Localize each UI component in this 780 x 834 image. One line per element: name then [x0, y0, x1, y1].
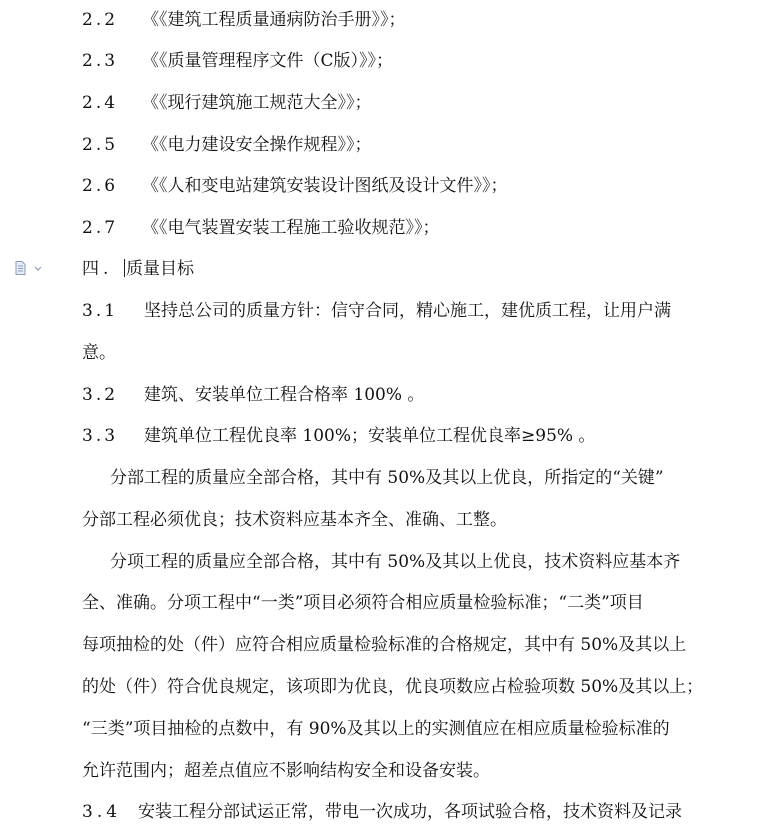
reference-text: 《《建筑工程质量通病防治手册》》；	[142, 10, 406, 30]
text-cursor	[124, 259, 125, 277]
goal-item	[82, 425, 742, 447]
reference-number: 2.5	[82, 135, 119, 155]
reference-number: 2.6	[82, 176, 119, 196]
reference-text: 《《质量管理程序文件（C版）》》；	[142, 51, 394, 71]
reference-text: 《《人和变电站建筑安装设计图纸及设计文件》》；	[142, 176, 508, 196]
paragraph-line: 分部工程必须优良；技术资料应基本齐全、准确、工整。	[82, 510, 507, 530]
goal-text: 意。	[82, 343, 116, 363]
paragraph-line: “三类”项目抽检的点数中，有 90%及其以上的实测值应在相应质量检验标准的	[82, 719, 670, 739]
paragraph-line: 分项工程的质量应全部合格，其中有 50%及其以上优良，技术资料应基本齐	[110, 552, 681, 572]
goal-item	[82, 384, 742, 406]
reference-item	[82, 9, 742, 31]
goal-number: 3.1	[82, 301, 119, 321]
goal-item	[82, 801, 742, 823]
paragraph-line: 每项抽检的处（件）应符合相应质量检验标准的合格规定，其中有 50%及其以上	[82, 635, 687, 655]
reference-item	[82, 134, 742, 156]
reference-item	[82, 175, 742, 197]
reference-text: 《《电气装置安装工程施工验收规范》》；	[142, 218, 440, 238]
reference-number: 2.4	[82, 93, 119, 113]
goal-number: 3.4	[82, 802, 122, 822]
section-heading	[82, 258, 742, 280]
reference-number: 2.2	[82, 10, 119, 30]
reference-item	[82, 217, 742, 239]
goal-number: 3.2	[82, 385, 119, 405]
section-number: 四.	[82, 259, 113, 279]
reference-number: 2.3	[82, 51, 119, 71]
paragraph-line: 全、准确。分项工程中“一类”项目必须符合相应质量检验标准；“二类”项目	[82, 593, 644, 613]
goal-text: 建筑单位工程优良率 100%；安装单位工程优良率≥95% 。	[144, 426, 596, 446]
goal-text: 安装工程分部试运正常，带电一次成功，各项试验合格，技术资料及记录	[138, 802, 682, 822]
reference-item	[82, 92, 742, 114]
paragraph-handle-icon[interactable]	[14, 261, 44, 275]
goal-text: 坚持总公司的质量方针：信守合同，精心施工，建优质工程，让用户满	[144, 301, 671, 321]
goal-item-continuation	[82, 342, 742, 364]
paragraph-line: 允许范围内；超差点值应不影响结构安全和设备安装。	[82, 761, 490, 781]
reference-text: 《《现行建筑施工规范大全》》；	[142, 93, 372, 113]
goal-number: 3.3	[82, 426, 119, 446]
paragraph-line: 分部工程的质量应全部合格，其中有 50%及其以上优良，所指定的“关键”	[110, 468, 664, 488]
paragraph-line: 的处（件）符合优良规定，该项即为优良，优良项数应占检验项数 50%及其以上；	[82, 677, 704, 697]
goal-item	[82, 300, 742, 322]
reference-text: 《《电力建设安全操作规程》》；	[142, 135, 372, 155]
reference-number: 2.7	[82, 218, 119, 238]
reference-item	[82, 50, 742, 72]
goal-text: 建筑、安装单位工程合格率 100% 。	[144, 385, 425, 405]
section-title: 质量目标	[126, 259, 194, 279]
